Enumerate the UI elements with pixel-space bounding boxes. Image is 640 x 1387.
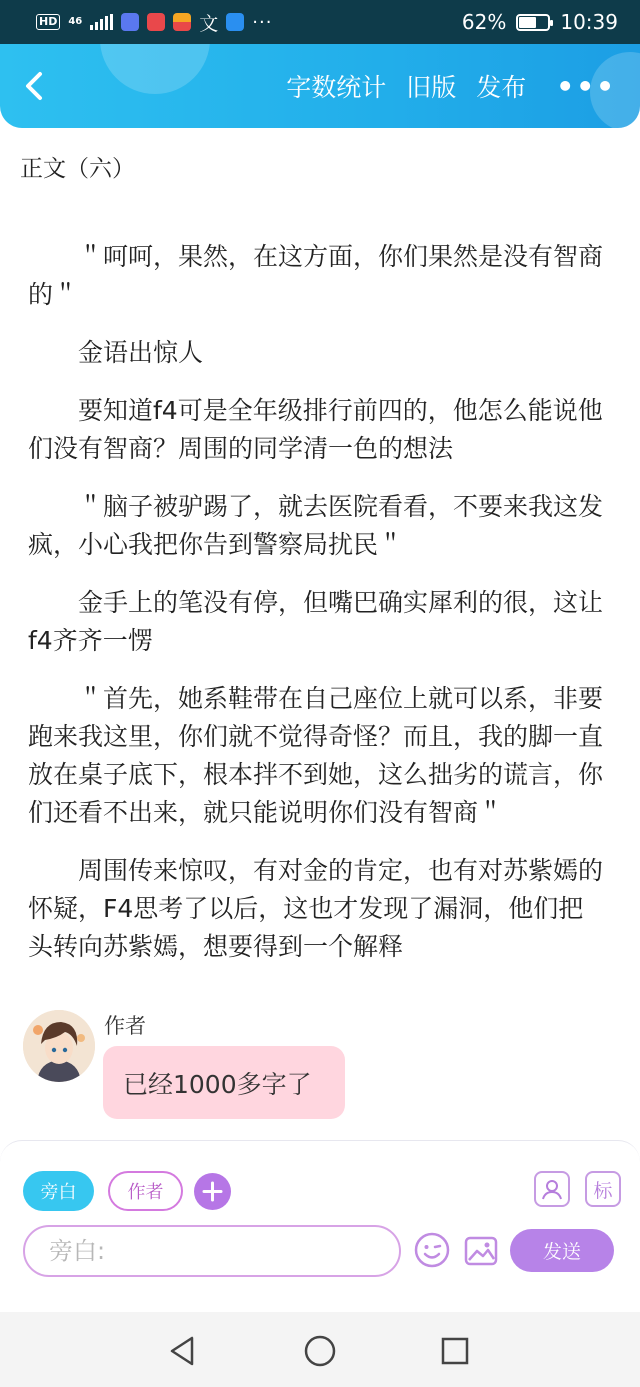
status-bar (0, 0, 640, 44)
message-text: 已经1000多字了 (123, 1069, 312, 1099)
message-bubble[interactable] (103, 1046, 345, 1119)
story-paragraph: ＂脑子被驴踢了，就去医院看看，不要来我这发疯，小心我把你告到警察局扰民＂ (28, 492, 604, 559)
nav-recents-button[interactable] (437, 1333, 473, 1369)
wallet-app-icon (173, 13, 191, 31)
plus-icon (194, 1173, 231, 1210)
chevron-left-icon (18, 64, 58, 108)
header-actions (286, 44, 616, 128)
story-paragraph: 金语出惊人 (78, 338, 204, 367)
status-icons-right (462, 10, 618, 34)
author-avatar-icon (23, 1010, 95, 1082)
status-icons-left (36, 9, 272, 36)
triangle-back-icon (165, 1333, 201, 1369)
hd-badge: HD (36, 14, 60, 30)
message-author-name: 作者 (104, 1014, 146, 1038)
chapter-title: 正文（六） (20, 156, 135, 182)
story-paragraph: ＂呵呵，果然，在这方面，你们果然是没有智商的＂ (28, 242, 604, 309)
circle-home-icon (302, 1333, 338, 1369)
story-content[interactable] (28, 180, 608, 986)
clock: 10:39 (560, 10, 618, 34)
clipped-paragraph (28, 180, 608, 218)
story-paragraph: 周围传来惊叹，有对金的肯定，也有对苏紫嫣的怀疑，F4思考了以后，这也才发现了漏洞，他们把头转向苏紫嫣，想要得到一个解释 (28, 856, 604, 961)
role-aside-chip[interactable]: 旁白 (23, 1171, 94, 1211)
dialogue-input[interactable] (23, 1225, 401, 1277)
nav-home-button[interactable] (302, 1333, 338, 1369)
battery-level (519, 17, 536, 28)
translate-app-icon: 文 (199, 12, 219, 35)
square-recents-icon (437, 1333, 473, 1369)
more-menu-button[interactable]: ••• (556, 69, 616, 103)
story-paragraph: 要知道f4可是全年级排行前四的，他怎么能说他们没有智商？周围的同学清一色的想法 (28, 396, 603, 463)
image-icon (463, 1233, 499, 1269)
network-type: 46 (68, 16, 83, 27)
input-panel (0, 1140, 640, 1312)
avatar[interactable] (23, 1010, 95, 1082)
character-tool-button[interactable] (534, 1171, 570, 1207)
editor-header (0, 44, 640, 128)
header-decoration (100, 44, 210, 94)
back-button[interactable] (18, 64, 58, 108)
story-paragraph: 金手上的笔没有停，但嘴巴确实犀利的很，这让f4齐齐一愣 (28, 588, 604, 655)
nav-back-button[interactable] (165, 1333, 201, 1369)
reader-app-icon (147, 13, 165, 31)
role-author-chip[interactable]: 作者 (108, 1171, 183, 1211)
signal-icon (90, 14, 113, 30)
more-notifications-icon: ··· (252, 11, 273, 33)
word-count-button[interactable]: 字数统计 (286, 73, 387, 102)
add-role-button[interactable] (194, 1173, 231, 1210)
person-card-icon (538, 1175, 566, 1203)
send-button[interactable]: 发送 (510, 1229, 614, 1272)
music-app-icon (121, 13, 139, 31)
image-button[interactable] (463, 1233, 499, 1269)
emoji-button[interactable] (413, 1231, 451, 1269)
story-paragraph: ＂首先，她系鞋带在自己座位上就可以系，非要跑来我这里，你们就不觉得奇怪？而且，我的脚一直放在桌子底下，根本拌不到她，这么拙劣的谎言，你们还看不出来，就只能说明你们没有智商＂ (28, 684, 604, 827)
battery-percent: 62% (461, 10, 507, 34)
old-version-button[interactable]: 旧版 (406, 73, 457, 102)
weather-app-icon (226, 13, 244, 31)
smiley-icon (413, 1231, 451, 1269)
system-navigation-bar (0, 1312, 640, 1387)
publish-button[interactable]: 发布 (476, 73, 527, 102)
tag-tool-button[interactable]: 标 (585, 1171, 621, 1207)
battery-icon (516, 14, 550, 31)
